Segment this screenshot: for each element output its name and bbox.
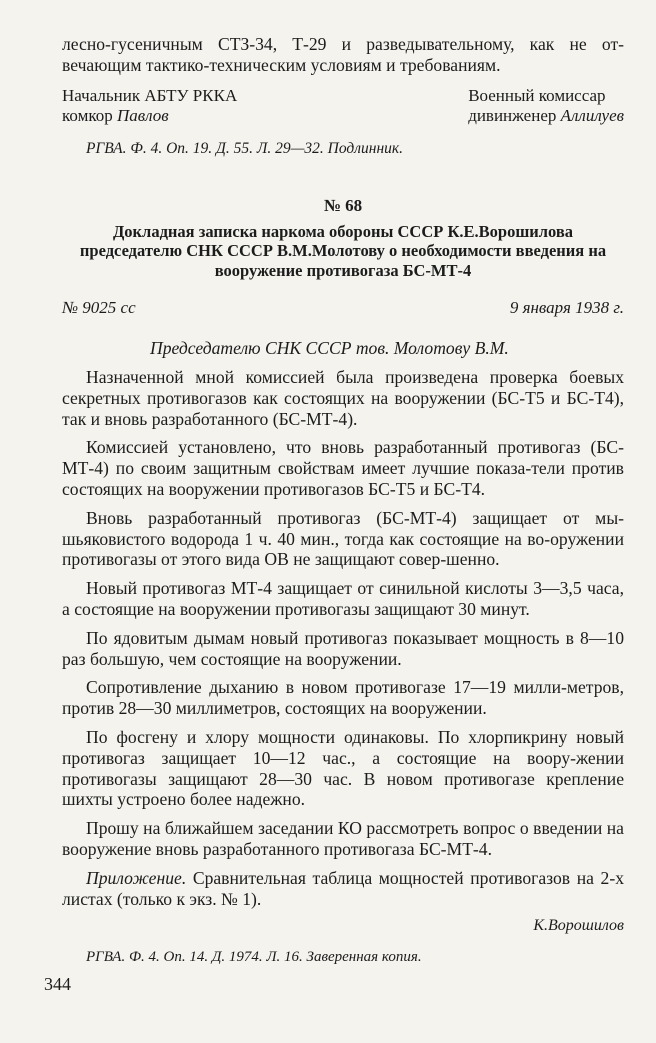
previous-document-closing-paragraph: лесно-гусеничным СТЗ-34, Т-29 и разведывательному, как не от-вечающим тактико-техническим условиям и требованиям. <box>62 34 624 75</box>
body-paragraph: По фосгену и хлору мощности одинаковы. По хлорпикрину новый противогаз защищает 10—12 час., а состоящие на воору-жении противогазы защищают 28—30 час. В новом противогазе крепление шихты устроено более надежно. <box>62 727 624 810</box>
signer-left-title: Начальник АБТУ РККА <box>62 85 238 105</box>
signer-right-title: Военный комиссар <box>468 85 606 105</box>
body-paragraph: Сопротивление дыханию в новом противогазе 17—19 милли-метров, против 28—30 миллиметров, состоящих на вооружении. <box>62 677 624 719</box>
signer-right-name: Аллилуев <box>560 105 624 125</box>
body-paragraph: Вновь разработанный противогаз (БС-МТ-4) защищает от мы-шьяковистого водорода 1 ч. 40 мин., тогда как состоящие на во-оружении противогазы от этого вида ОВ не защищают совер-шенно. <box>62 507 624 570</box>
document-signer: К.Ворошилов <box>533 917 624 935</box>
attachment-label: Приложение. <box>86 867 187 888</box>
attachment-note <box>62 868 624 910</box>
signer-left-name: Павлов <box>116 105 169 125</box>
previous-archive-reference: РГВА. Ф. 4. Оп. 19. Д. 55. Л. 29—32. Подлинник. <box>86 139 404 157</box>
document-title: Докладная записка наркома обороны СССР К.Е.Ворошилова председателю СНК СССР В.М.Молотову о необходимости введения на вооружение противогаза БС-МТ-4 <box>79 221 607 280</box>
addressee: Председателю СНК СССР тов. Молотову В.М. <box>150 338 509 359</box>
signer-left-rank: комкор <box>62 105 113 125</box>
document-number: № 68 <box>323 195 363 215</box>
document-body <box>62 367 624 909</box>
signer-right-name-line <box>468 106 624 126</box>
page-content <box>62 34 624 966</box>
page-number: 344 <box>44 974 71 994</box>
document-archive-reference: РГВА. Ф. 4. Оп. 14. Д. 1974. Л. 16. Заверенная копия. <box>86 949 422 966</box>
previous-document-signatures <box>62 86 624 126</box>
body-paragraph: По ядовитым дымам новый противогаз показывает мощность в 8—10 раз большую, чем состоящие на вооружении. <box>62 627 624 669</box>
body-paragraph: Новый противогаз МТ-4 защищает от синильной кислоты 3—3,5 часа, а состоящие на вооружении противогазы защищают 30 минут. <box>62 578 624 620</box>
body-paragraph: Прошу на ближайшем заседании КО рассмотреть вопрос о введении на вооружение вновь разработанного противогаза БС-МТ-4. <box>62 818 624 860</box>
body-paragraph: Назначенной мной комиссией была произведена проверка боевых секретных противогазов как состоящих на вооружении (БС-Т5 и БС-Т4), так и вновь разработанного (БС-МТ-4). <box>62 367 624 429</box>
signer-right-block <box>468 86 624 126</box>
signer-left-name-line <box>62 106 237 126</box>
signer-left-block <box>62 86 237 126</box>
signer-right-rank: дивинженер <box>468 105 557 125</box>
body-paragraph: Комиссией установлено, что вновь разработанный противогаз (БС-МТ-4) по своим защитным свойствам имеет лучшие показа-тели против состоящих на вооружении противогазов БС-Т5 и БС-Т4. <box>62 437 624 500</box>
document-date: 9 января 1938 г. <box>509 298 624 318</box>
registration-number: № 9025 сс <box>62 298 136 318</box>
document-meta <box>62 298 624 318</box>
attachment-text: Сравнительная таблица мощностей противогазов на 2-х листах (только к экз. № 1). <box>62 867 624 909</box>
